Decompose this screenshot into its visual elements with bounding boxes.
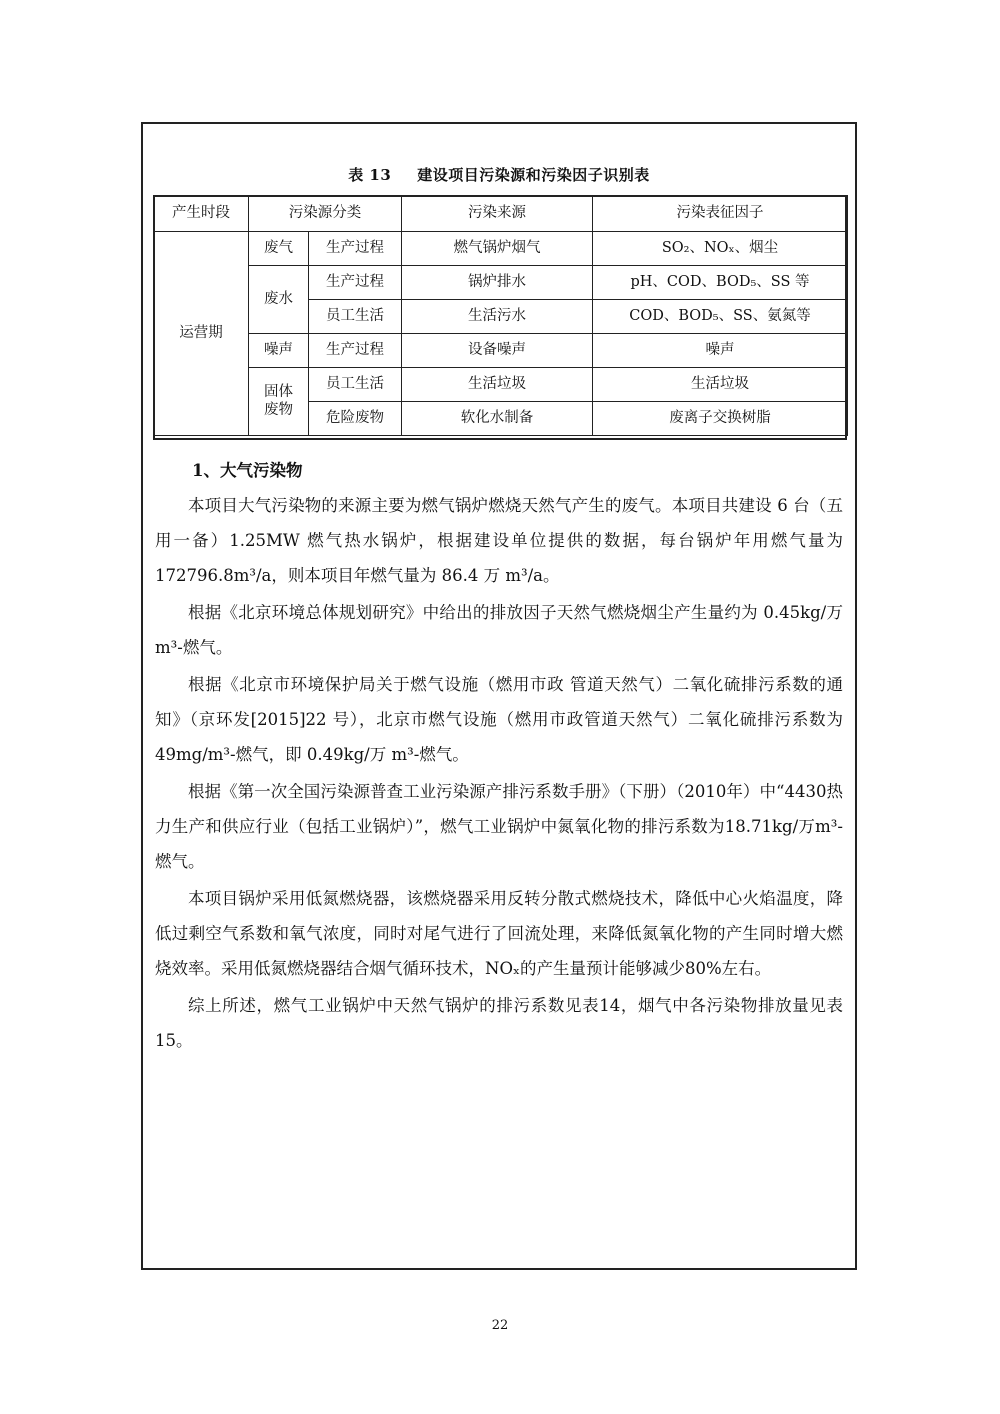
paragraph: 本项目大气污染物的来源主要为燃气锅炉燃烧天然气产生的废气。本项目共建设 6 台（五用一备）1.25MW 燃气热水锅炉，根据建设单位提供的数据，每台锅炉年用燃气量为 172796.8m³/a，则本项目年燃气量为 86.4 万 m³/a。 [155, 496, 843, 585]
paragraph: 根据《第一次全国污染源普查工业污染源产排污系数手册》（下册）（2010年）中“4430热力生产和供应行业（包括工业锅炉）”，燃气工业锅炉中氮氧化物的排污系数为18.71kg/万m³-燃气。 [155, 782, 843, 871]
pollution-factor-table [153, 195, 848, 436]
header-source-category: 污染源分类 [249, 196, 402, 232]
source-cell: 危险废物 [309, 402, 402, 436]
paragraph: 综上所述，燃气工业锅炉中天然气锅炉的排污系数见表14，烟气中各污染物排放量见表15。 [155, 996, 843, 1050]
source-cell: 生产过程 [309, 334, 402, 368]
origin-cell: 生活污水 [402, 300, 593, 334]
page-number: 22 [491, 1318, 509, 1333]
table-row [154, 334, 848, 368]
table-row [154, 368, 848, 402]
origin-cell: 设备噪声 [402, 334, 593, 368]
source-cell: 员工生活 [309, 368, 402, 402]
header-period: 产生时段 [154, 196, 249, 232]
section-heading: 1、大气污染物 [192, 461, 303, 480]
source-cell: 生产过程 [309, 266, 402, 300]
factor-cell: 噪声 [593, 334, 848, 368]
category-cell: 固体废物 [249, 368, 309, 436]
table-caption: 建设项目污染源和污染因子识别表 [417, 166, 650, 184]
table-row [154, 266, 848, 300]
factor-cell: SO₂、NOₓ、烟尘 [593, 232, 848, 266]
table-row [154, 232, 848, 266]
period-cell: 运营期 [154, 232, 249, 436]
table-header-row [154, 196, 848, 232]
header-origin: 污染来源 [402, 196, 593, 232]
category-cell: 废气 [249, 232, 309, 266]
factor-cell: 生活垃圾 [593, 368, 848, 402]
factor-cell: COD、BOD₅、SS、氨氮等 [593, 300, 848, 334]
origin-cell: 软化水制备 [402, 402, 593, 436]
origin-cell: 生活垃圾 [402, 368, 593, 402]
origin-cell: 锅炉排水 [402, 266, 593, 300]
source-cell: 员工生活 [309, 300, 402, 334]
origin-cell: 燃气锅炉烟气 [402, 232, 593, 266]
source-cell: 生产过程 [309, 232, 402, 266]
page-frame [141, 122, 857, 1270]
table-number: 表 13 [348, 166, 392, 184]
paragraph: 根据《北京环境总体规划研究》中给出的排放因子天然气燃烧烟尘产生量约为 0.45kg/万 m³-燃气。 [155, 603, 843, 657]
category-cell: 废水 [249, 266, 309, 334]
factor-cell: pH、COD、BOD₅、SS 等 [593, 266, 848, 300]
header-factor: 污染表征因子 [593, 196, 848, 232]
factor-cell: 废离子交换树脂 [593, 402, 848, 436]
category-cell: 噪声 [249, 334, 309, 368]
section-body [155, 456, 843, 1060]
table-title [143, 164, 855, 185]
paragraph: 本项目锅炉采用低氮燃烧器，该燃烧器采用反转分散式燃烧技术，降低中心火焰温度，降低过剩空气系数和氧气浓度，同时对尾气进行了回流处理，来降低氮氧化物的产生同时增大燃烧效率。采用低氮燃烧器结合烟气循环技术，NOₓ的产生量预计能够减少80%左右。 [155, 889, 843, 978]
paragraph: 根据《北京市环境保护局关于燃气设施（燃用市政 管道天然气）二氧化硫排污系数的通知》（京环发[2015]22 号），北京市燃气设施（燃用市政管道天然气）二氧化硫排污系数为 49mg/m³-燃气，即 0.49kg/万 m³-燃气。 [155, 675, 843, 764]
